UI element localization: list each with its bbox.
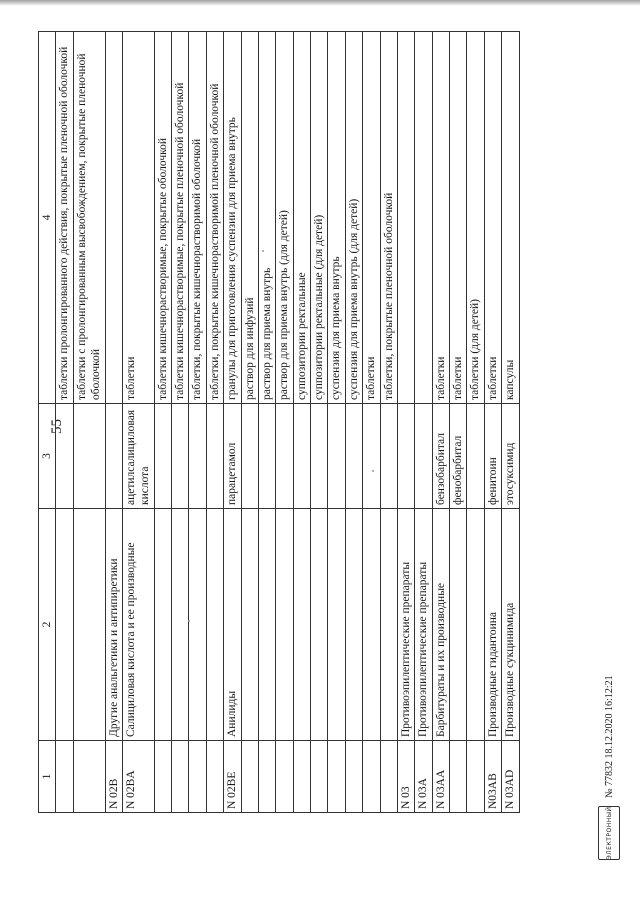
table-row bbox=[276, 32, 293, 813]
table-row bbox=[105, 32, 122, 813]
cell-code bbox=[311, 741, 328, 813]
cell-code: N 02B bbox=[105, 741, 122, 813]
cell-group bbox=[172, 509, 189, 741]
cell-substance bbox=[415, 404, 432, 509]
table-row bbox=[328, 32, 345, 813]
cell-group bbox=[467, 509, 484, 741]
table-row bbox=[345, 32, 362, 813]
page-number: 55 bbox=[49, 419, 65, 434]
table-row bbox=[397, 32, 414, 813]
table-row bbox=[154, 32, 171, 813]
cell-code bbox=[363, 741, 380, 813]
cell-form: таблетки с пролонгированным высвобождением, покрытые пленочной оболочкой bbox=[73, 32, 105, 404]
cell-substance: этосуксимид bbox=[502, 404, 519, 509]
cell-substance bbox=[73, 404, 105, 509]
table-row bbox=[432, 32, 449, 813]
cell-substance bbox=[206, 404, 223, 509]
cell-form: таблетки bbox=[432, 32, 449, 404]
cell-substance bbox=[189, 404, 206, 509]
table-row bbox=[467, 32, 484, 813]
cell-code bbox=[73, 741, 105, 813]
cell-substance bbox=[258, 404, 275, 509]
cell-code bbox=[172, 741, 189, 813]
cell-code bbox=[258, 741, 275, 813]
cell-form: таблетки, покрытые пленочной оболочкой bbox=[380, 32, 397, 404]
cell-group bbox=[328, 509, 345, 741]
cell-group bbox=[380, 509, 397, 741]
document-info: № 77832 18.12.2020 16:12:21 bbox=[603, 675, 615, 798]
cell-form bbox=[397, 32, 414, 404]
cell-group bbox=[241, 509, 258, 741]
cell-form bbox=[105, 32, 122, 404]
footer bbox=[598, 675, 620, 860]
scan-speck bbox=[372, 470, 374, 472]
cell-substance bbox=[363, 404, 380, 509]
header-row bbox=[39, 32, 56, 813]
cell-substance: фенитоин bbox=[484, 404, 501, 509]
cell-form: таблетки bbox=[450, 32, 467, 404]
header-col-1: 1 bbox=[39, 741, 56, 813]
cell-form: раствор для инфузий bbox=[241, 32, 258, 404]
cell-form: таблетки кишечнорастворимые, покрытые оболочкой bbox=[154, 32, 171, 404]
table-row bbox=[241, 32, 258, 813]
table-row bbox=[450, 32, 467, 813]
header-col-3: 3 bbox=[39, 404, 56, 509]
table-row bbox=[380, 32, 397, 813]
cell-substance bbox=[154, 404, 171, 509]
cell-code: N03AB bbox=[484, 741, 501, 813]
cell-group: Барбитураты и их производные bbox=[432, 509, 449, 741]
cell-substance bbox=[328, 404, 345, 509]
cell-form: таблетки bbox=[484, 32, 501, 404]
cell-form: таблетки bbox=[122, 32, 154, 404]
table-row bbox=[206, 32, 223, 813]
cell-group: Производные гидантоина bbox=[484, 509, 501, 741]
cell-form: раствор для приема внутрь bbox=[258, 32, 275, 404]
cell-substance bbox=[241, 404, 258, 509]
cell-substance bbox=[345, 404, 362, 509]
cell-form: раствор для приема внутрь (для детей) bbox=[276, 32, 293, 404]
cell-code bbox=[154, 741, 171, 813]
table-row bbox=[363, 32, 380, 813]
table-row bbox=[258, 32, 275, 813]
drug-table bbox=[38, 31, 520, 813]
cell-form: суппозитории ректальные (для детей) bbox=[311, 32, 328, 404]
scan-speck bbox=[188, 620, 190, 622]
cell-substance: фенобарбитал bbox=[450, 404, 467, 509]
cell-group bbox=[345, 509, 362, 741]
cell-substance bbox=[397, 404, 414, 509]
cell-group bbox=[189, 509, 206, 741]
cell-group: Противоэпилептические препараты bbox=[397, 509, 414, 741]
cell-substance bbox=[105, 404, 122, 509]
cell-group bbox=[154, 509, 171, 741]
cell-code bbox=[328, 741, 345, 813]
cell-substance bbox=[293, 404, 310, 509]
cell-form: таблетки пролонгированного действия, покрытые пленочной оболочкой bbox=[56, 32, 73, 404]
cell-group bbox=[56, 509, 73, 741]
header-col-4: 4 bbox=[39, 32, 56, 404]
table-row bbox=[172, 32, 189, 813]
cell-group: Другие анальгетики и антипиретики bbox=[105, 509, 122, 741]
cell-form: суспензия для приема внутрь (для детей) bbox=[345, 32, 362, 404]
cell-form: гранулы для приготовления суспензии для приема внутрь bbox=[224, 32, 241, 404]
cell-code bbox=[56, 741, 73, 813]
cell-form bbox=[415, 32, 432, 404]
cell-code: N 03A bbox=[415, 741, 432, 813]
electronic-stamp: ЭЛЕКТРОННЫЙ bbox=[598, 806, 620, 860]
scan-speck bbox=[262, 250, 264, 252]
table-body bbox=[56, 32, 519, 813]
cell-substance bbox=[467, 404, 484, 509]
cell-code bbox=[467, 741, 484, 813]
cell-code bbox=[189, 741, 206, 813]
cell-group bbox=[450, 509, 467, 741]
cell-code bbox=[276, 741, 293, 813]
cell-group: Противоэпилептические препараты bbox=[415, 509, 432, 741]
table-row bbox=[484, 32, 501, 813]
cell-code bbox=[293, 741, 310, 813]
cell-form: таблетки (для детей) bbox=[467, 32, 484, 404]
cell-form: капсулы bbox=[502, 32, 519, 404]
cell-group bbox=[73, 509, 105, 741]
cell-code bbox=[206, 741, 223, 813]
cell-substance: бензобарбитал bbox=[432, 404, 449, 509]
cell-code bbox=[241, 741, 258, 813]
table-row bbox=[224, 32, 241, 813]
cell-group: Производные сукцинимида bbox=[502, 509, 519, 741]
table-row bbox=[415, 32, 432, 813]
table-row bbox=[293, 32, 310, 813]
table-row bbox=[311, 32, 328, 813]
table-row bbox=[502, 32, 519, 813]
cell-form: таблетки, покрытые кишечнорастворимой оболочкой bbox=[189, 32, 206, 404]
cell-group bbox=[293, 509, 310, 741]
cell-code: N 03AD bbox=[502, 741, 519, 813]
cell-code: N 03 bbox=[397, 741, 414, 813]
cell-form: таблетки кишечнорастворимые, покрытые пленочной оболочкой bbox=[172, 32, 189, 404]
cell-code: N 02BE bbox=[224, 741, 241, 813]
cell-form: таблетки bbox=[363, 32, 380, 404]
cell-form: суппозитории ректальные bbox=[293, 32, 310, 404]
cell-group bbox=[363, 509, 380, 741]
table-row bbox=[56, 32, 73, 813]
cell-code: N 03AA bbox=[432, 741, 449, 813]
cell-group bbox=[276, 509, 293, 741]
cell-code bbox=[380, 741, 397, 813]
cell-group: Анилиды bbox=[224, 509, 241, 741]
cell-code bbox=[450, 741, 467, 813]
cell-code bbox=[345, 741, 362, 813]
table-row bbox=[122, 32, 154, 813]
cell-substance bbox=[380, 404, 397, 509]
cell-group bbox=[258, 509, 275, 741]
cell-substance bbox=[172, 404, 189, 509]
cell-form: суспензия для приема внутрь bbox=[328, 32, 345, 404]
cell-form: таблетки, покрытые кишечнорастворимой пленочной оболочкой bbox=[206, 32, 223, 404]
header-col-2: 2 bbox=[39, 509, 56, 741]
cell-code: N 02BA bbox=[122, 741, 154, 813]
cell-substance bbox=[311, 404, 328, 509]
cell-group bbox=[206, 509, 223, 741]
cell-group bbox=[311, 509, 328, 741]
table-row bbox=[73, 32, 105, 813]
cell-substance: парацетамол bbox=[224, 404, 241, 509]
cell-group: Салициловая кислота и ее производные bbox=[122, 509, 154, 741]
cell-substance bbox=[276, 404, 293, 509]
cell-substance bbox=[56, 404, 73, 509]
table-row bbox=[189, 32, 206, 813]
cell-substance: ацетилсалициловая кислота bbox=[122, 404, 154, 509]
